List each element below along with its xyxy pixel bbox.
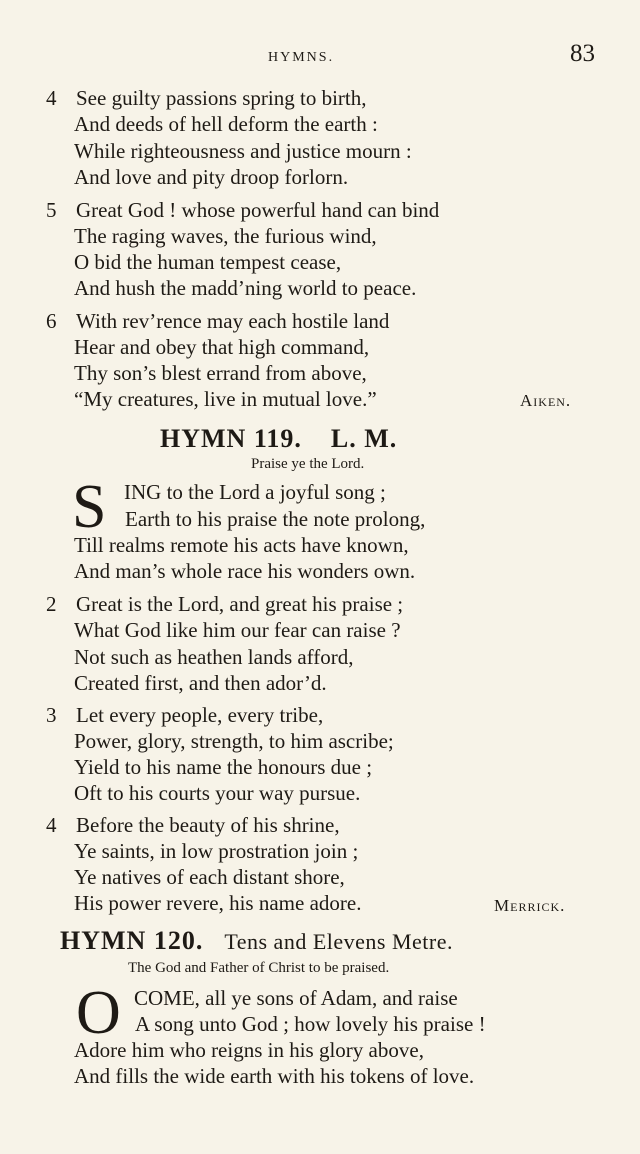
verse-line: The raging waves, the furious wind, <box>74 224 377 248</box>
verse-line: Before the beauty of his shrine, <box>76 813 340 837</box>
verse-line: Let every people, every tribe, <box>76 703 324 727</box>
verse-line: With rev’rence may each hostile land <box>76 309 390 333</box>
running-head: HYMNS. <box>268 50 335 65</box>
hymn-title <box>60 926 453 957</box>
author-attribution: Aiken. <box>520 391 572 410</box>
verse-line: And fills the wide earth with his tokens of love. <box>74 1064 475 1088</box>
stanza-number: 4 <box>46 86 57 110</box>
hymn-number: HYMN 120. <box>60 926 204 955</box>
verse-line: Earth to his praise the note prolong, <box>125 507 426 531</box>
verse-line: Oft to his courts your way pursue. <box>74 781 361 805</box>
verse-line: Hear and obey that high command, <box>74 335 370 359</box>
drop-cap: O <box>76 979 121 1047</box>
drop-cap: S <box>72 473 107 541</box>
hymn-number: HYMN 119. <box>160 424 302 453</box>
verse-line: Yield to his name the honours due ; <box>74 755 373 779</box>
stanza-number: 4 <box>46 813 57 837</box>
verse-line: And man’s whole race his wonders own. <box>74 559 416 583</box>
verse-line: Power, glory, strength, to him ascribe; <box>74 729 394 753</box>
verse-line: Not such as heathen lands afford, <box>74 645 354 669</box>
page-header <box>0 38 640 78</box>
verse-line: Great God ! whose powerful hand can bind <box>76 198 440 222</box>
verse-line: ING to the Lord a joyful song ; <box>124 480 386 504</box>
stanza-number: 5 <box>46 198 57 222</box>
verse-line: Adore him who reigns in his glory above, <box>74 1038 424 1062</box>
verse-line: Ye saints, in low prostration join ; <box>74 839 359 863</box>
hymn-meter: L. M. <box>330 424 398 453</box>
stanza-number: 2 <box>46 592 57 616</box>
hymn-meter: Tens and Elevens Metre. <box>224 929 453 954</box>
stanza-number: 3 <box>46 703 57 727</box>
verse-line: Great is the Lord, and great his praise ; <box>76 592 404 616</box>
verse-line: “My creatures, live in mutual love.” <box>74 387 377 411</box>
verse-line: Thy son’s blest errand from above, <box>74 361 367 385</box>
verse-line: See guilty passions spring to birth, <box>76 86 367 110</box>
stanza-number: 6 <box>46 309 57 333</box>
verse-line: Till realms remote his acts have known, <box>74 533 409 557</box>
verse-line: A song unto God ; how lovely his praise ! <box>135 1012 486 1036</box>
hymn-title <box>160 424 397 454</box>
verse-line: What God like him our fear can raise ? <box>74 618 401 642</box>
verse-line: And love and pity droop forlorn. <box>74 165 349 189</box>
verse-line: His power revere, his name adore. <box>74 891 362 915</box>
verse-line: And deeds of hell deform the earth : <box>74 112 378 136</box>
verse-line: And hush the madd’ning world to peace. <box>74 276 417 300</box>
hymn-subtitle: The God and Father of Christ to be praised. <box>128 960 390 976</box>
page-number: 83 <box>570 40 595 67</box>
verse-line: While righteousness and justice mourn : <box>74 139 412 163</box>
verse-line: Created first, and then ador’d. <box>74 671 327 695</box>
verse-line: Ye natives of each distant shore, <box>74 865 345 889</box>
hymn-subtitle: Praise ye the Lord. <box>251 456 365 472</box>
verse-line: O bid the human tempest cease, <box>74 250 342 274</box>
author-attribution: Merrick. <box>494 896 566 915</box>
verse-line: COME, all ye sons of Adam, and raise <box>134 986 458 1010</box>
